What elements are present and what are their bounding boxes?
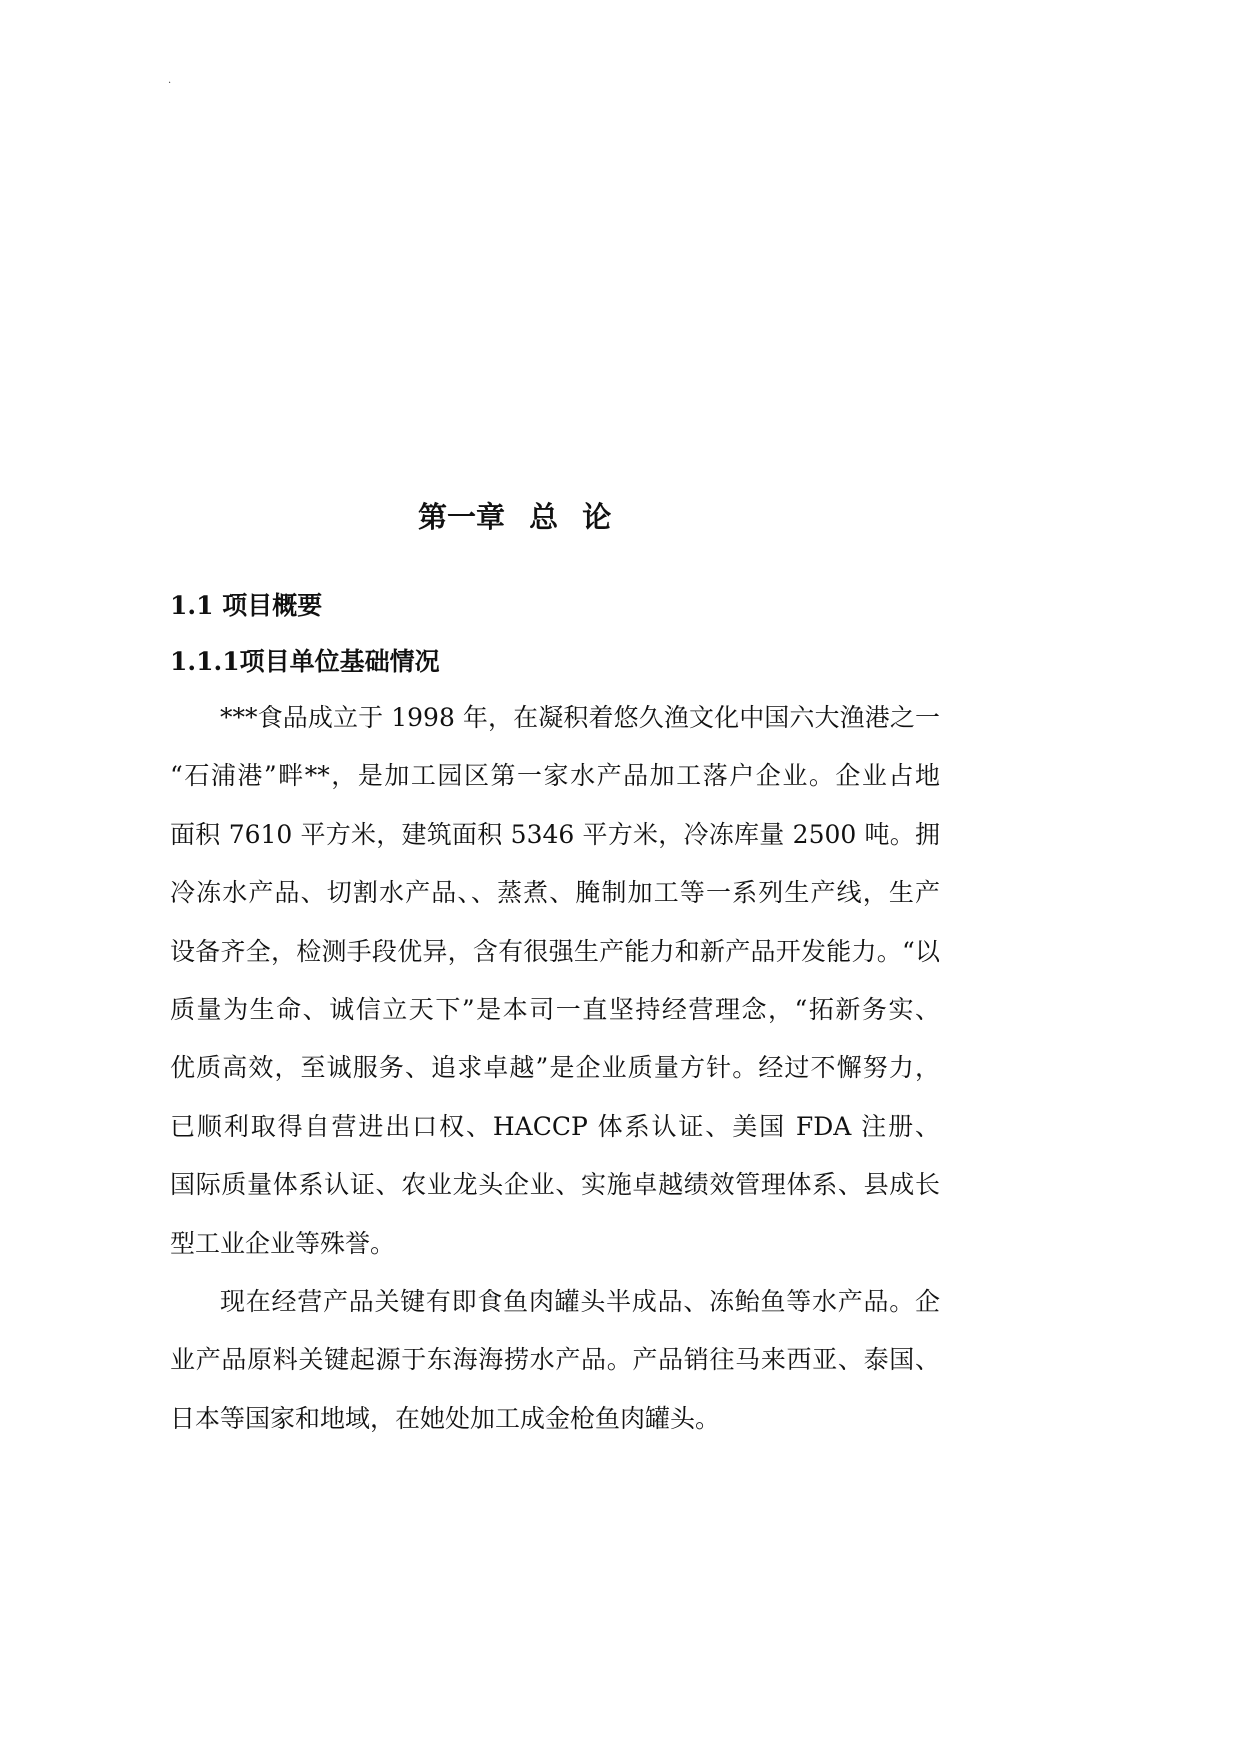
paragraph-products <box>170 1273 940 1448</box>
paragraph-line: 型工业企业等殊誉。 <box>170 1228 396 1258</box>
paragraph-line: 设备齐全，检测手段优异，含有很强生产能力和新产品开发能力。“以 <box>170 936 940 966</box>
section-heading: 1.1 项目概要 <box>170 591 323 620</box>
chapter-title: 第一章 总 论 <box>418 500 612 534</box>
paragraph-line: 冷冻水产品、切割水产品、、蒸煮、腌制加工等一系列生产线，生产 <box>170 878 940 908</box>
paragraph-line: 业产品原料关键起源于东海海捞水产品。产品销往马来西亚、泰国、 <box>170 1345 940 1375</box>
paragraph-line: 日本等国家和地域，在她处加工成金枪鱼肉罐头。 <box>170 1403 721 1433</box>
paragraph-line: 国际质量体系认证、农业龙头企业、实施卓越绩效管理体系、县成长 <box>170 1170 940 1200</box>
paragraph-line: 质量为生命、诚信立天下”是本司一直坚持经营理念，“拓新务实、 <box>170 994 940 1024</box>
paragraph-line: ***食品成立于 1998 年，在凝积着悠久渔文化中国六大渔港之一 <box>220 703 940 732</box>
body-text <box>170 689 940 1448</box>
subsection-heading: 1.1.1项目单位基础情况 <box>170 647 440 676</box>
paragraph-company-overview <box>170 689 940 1273</box>
paragraph-line: “石浦港”畔**，是加工园区第一家水产品加工落户企业。企业占地 <box>170 761 940 791</box>
paragraph-line: 优质高效，至诚服务、追求卓越”是企业质量方针。经过不懈努力， <box>170 1053 940 1083</box>
paragraph-line: 现在经营产品关键有即食鱼肉罐头半成品、冻鲐鱼等水产品。企 <box>220 1286 940 1316</box>
page-mark: . <box>168 75 172 86</box>
paragraph-line: 已顺利取得自营进出口权、HACCP 体系认证、美国 FDA 注册、 <box>170 1111 940 1141</box>
paragraph-line: 面积 7610 平方米，建筑面积 5346 平方米，冷冻库量 2500 吨。拥 <box>170 819 940 849</box>
